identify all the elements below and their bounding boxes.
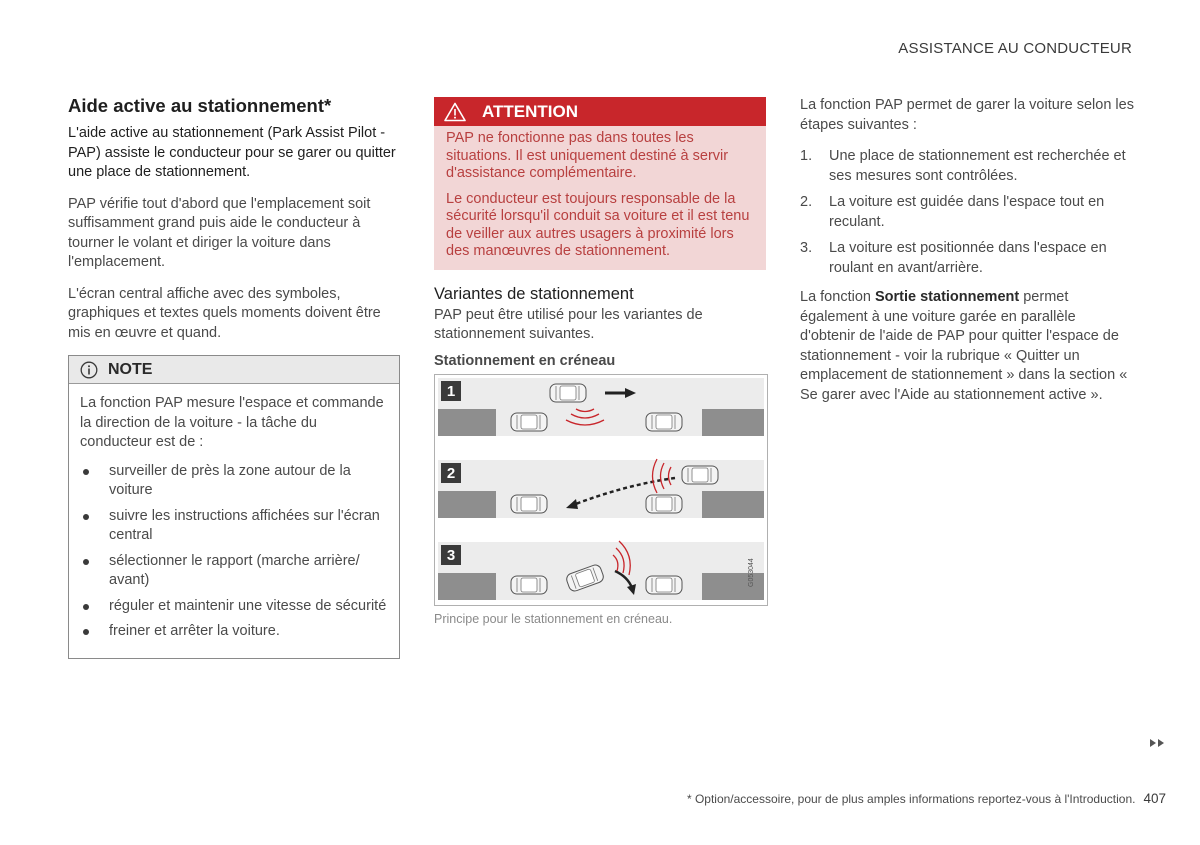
attention-paragraph-1: PAP ne fonctionne pas dans toutes les situations. Il est uniquement destiné à servir d'assistance complémentaire. [446,130,729,181]
parked-car [646,413,682,431]
parked-car [646,576,682,594]
section-header: ASSISTANCE AU CONDUCTEUR [898,40,1132,57]
lead-paragraph: L'aide active au stationnement (Park Assist Pilot - PAP) assiste le conducteur pour se garer ou quitter une place de stationnement. [68,125,396,180]
note-bullet-list [80,462,388,642]
continue-arrows-icon [1149,738,1165,748]
step-badge-1: 1 [446,382,456,400]
bullet-icon [83,559,89,565]
body-paragraph-2: L'écran central affiche avec des symboles, graphiques et textes quels moments doivent être mis en œuvre et quand. [68,285,381,341]
steps-list [800,147,1134,278]
moving-car [550,384,586,402]
info-icon [80,361,98,379]
page-number: 407 [1143,791,1166,806]
list-item [800,239,1134,278]
step-number: 3. [800,240,813,256]
parked-car [511,413,547,431]
list-item [800,147,1134,186]
section-subheading: Variantes de stationnement [434,284,634,303]
steps-intro: La fonction PAP permet de garer la voiture selon les étapes suivantes : [800,97,1134,133]
exit-parking-paragraph: La fonction Sortie stationnement permet également à une voiture garée en parallèle d'obtenir de l'aide de PAP pour quitter l'espace de stationnement - voir la rubrique « Quitter un emplacement de stationnement » dans la section « Se garer avec l'Aide au stationnement active ». [800,289,1128,403]
note-label: NOTE [108,360,153,378]
column-left [68,95,402,659]
figure-code: G053044 [748,557,755,587]
step-badge-3: 3 [446,546,456,564]
moving-car [682,466,718,484]
bullet-icon [83,469,89,475]
figure-caption: Principe pour le stationnement en créneau. [434,611,673,626]
step-text: La voiture est guidée dans l'espace tout en reculant. [829,194,1105,230]
list-item [800,193,1134,232]
list-item: réguler et maintenir une vitesse de sécurité [80,597,388,617]
bullet-icon [83,629,89,635]
page-footer [687,791,1166,806]
note-body [69,384,399,658]
parked-car [511,495,547,513]
attention-paragraph-2: Le conducteur est toujours responsable de la sécurité lorsqu'il conduit sa voiture et il est tenu de veiller aux autres usagers à proximité lors des manœuvres de stationnement. [446,190,750,259]
parking-diagram [435,375,767,605]
list-item: surveiller de près la zone autour de la voiture [80,462,388,501]
attention-box [434,97,766,270]
parallel-parking-figure [434,374,768,606]
parked-car [646,495,682,513]
bullet-icon [83,514,89,520]
body-paragraph-1: PAP vérifie tout d'abord que l'emplacement soit suffisamment grand puis aide le conducteur à tourner le volant et diriger la voiture dans l'emplacement. [68,195,371,270]
step-text: La voiture est positionnée dans l'espace en roulant en avant/arrière. [829,240,1107,276]
column-middle [434,97,768,626]
step-number: 1. [800,148,813,164]
step-number: 2. [800,194,813,210]
step-badge-2: 2 [446,464,456,482]
subheading-text: PAP peut être utilisé pour les variantes de stationnement suivantes. [434,306,703,342]
parked-car [511,576,547,594]
note-box [68,355,400,659]
list-item: suivre les instructions affichées sur l'écran central [80,507,388,546]
footer-note: * Option/accessoire, pour de plus amples informations reportez-vous à l'Introduction. [686,792,1136,806]
note-intro: La fonction PAP mesure l'espace et commande la direction de la voiture - la tâche du conducteur est de : [80,395,384,450]
attention-body [434,126,766,270]
list-item: freiner et arrêter la voiture. [80,622,388,642]
page-title: Aide active au stationnement* [68,95,332,116]
column-right [800,96,1134,417]
exit-parking-keyword: Sortie stationnement [874,289,1020,305]
figure-title: Stationnement en créneau [434,352,616,369]
warning-icon [444,102,466,122]
attention-header [434,97,766,126]
attention-label: ATTENTION [482,101,579,121]
bullet-icon [83,604,89,610]
list-item: sélectionner le rapport (marche arrière/ avant) [80,552,388,591]
step-text: Une place de stationnement est recherchée et ses mesures sont contrôlées. [829,148,1126,184]
note-header [69,356,399,384]
